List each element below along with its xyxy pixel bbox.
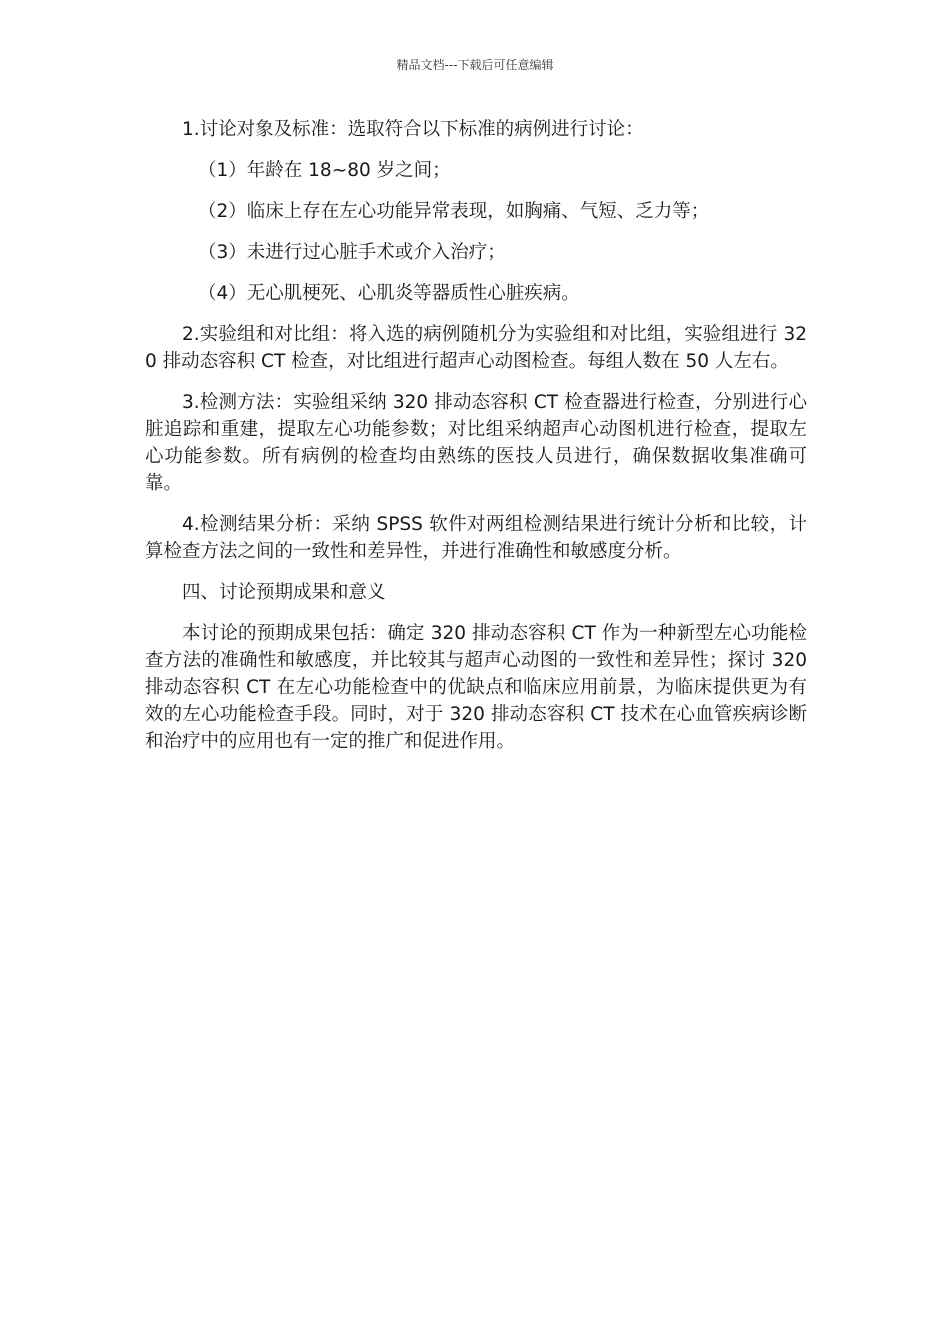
page-header: 精品文档---下载后可任意编辑	[396, 58, 554, 72]
document-body	[145, 116, 807, 769]
conclusion-paragraph: 本讨论的预期成果包括：确定 320 排动态容积 CT 作为一种新型左心功能检查方法的准确性和敏感度，并比较其与超声心动图的一致性和差异性；探讨 320 排动态容积 CT 在左心功能检查中的优缺点和临床应用前景，为临床提供更为有效的左心功能检查手段。同时，对于 320 排动态容积 CT 技术在心血管疾病诊断和治疗中的应用也有一定的推广和促进作用。	[145, 623, 807, 752]
section-1-title: 1.讨论对象及标准：选取符合以下标准的病例进行讨论：	[182, 119, 644, 140]
criteria-item-3: （3）未进行过心脏手术或介入治疗；	[198, 242, 506, 263]
section-4-paragraph: 4.检测结果分析：采纳 SPSS 软件对两组检测结果进行统计分析和比较，计算检查方法之间的一致性和差异性，并进行准确性和敏感度分析。	[145, 514, 807, 562]
section-3-paragraph: 3.检测方法：实验组采纳 320 排动态容积 CT 检查器进行检查，分别进行心脏追踪和重建，提取左心功能参数；对比组采纳超声心动图机进行检查，提取左心功能参数。所有病例的检查均由熟练的医技人员进行，确保数据收集准确可靠。	[145, 392, 807, 494]
section-heading-4: 四、讨论预期成果和意义	[182, 582, 386, 603]
section-2-paragraph: 2.实验组和对比组：将入选的病例随机分为实验组和对比组，实验组进行 320 排动态容积 CT 检查，对比组进行超声心动图检查。每组人数在 50 人左右。	[145, 324, 807, 372]
criteria-item-2: （2）临床上存在左心功能异常表现，如胸痛、气短、乏力等；	[198, 201, 710, 222]
criteria-item-4: （4）无心肌梗死、心肌炎等器质性心脏疾病。	[198, 283, 580, 304]
criteria-item-1: （1）年龄在 18~80 岁之间；	[198, 160, 451, 181]
